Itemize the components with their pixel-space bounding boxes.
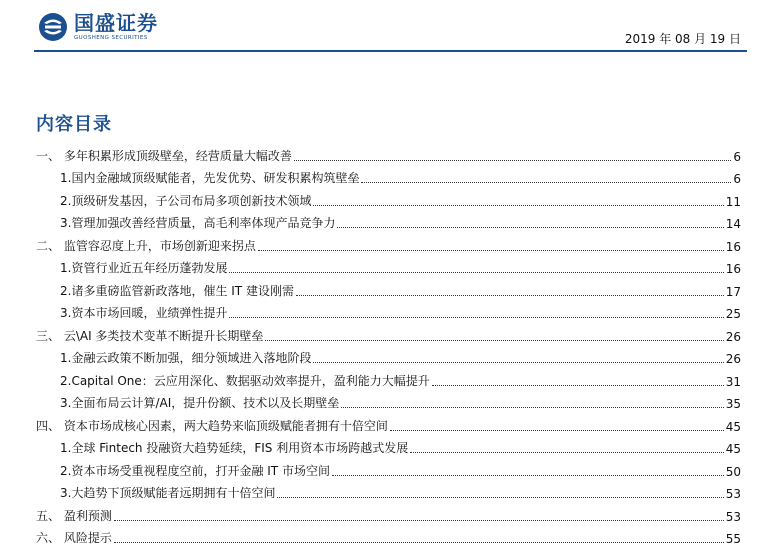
toc-section-entry[interactable] [36,413,741,436]
toc-entry-page-number: 53 [726,487,741,503]
toc-dot-leader [277,497,723,498]
toc-entry-label: 一、 多年积累形成顶级壁垒，经营质量大幅改善 [36,147,292,166]
toc-subsection-entry[interactable] [36,391,741,414]
toc-dot-leader [337,227,723,228]
toc-entry-page-number: 14 [726,217,741,233]
toc-entry-page-number: 55 [726,532,741,548]
toc-dot-leader [361,182,731,183]
logo-english-name: GUOSHENG SECURITIES [74,34,158,42]
toc-dot-leader [229,317,723,318]
toc-dot-leader [390,430,724,431]
toc-entry-page-number: 16 [726,262,741,278]
toc-subsection-entry[interactable] [36,256,741,279]
toc-entry-label: 三、 云\AI 多类技术变革不断提升长期壁垒 [36,327,263,346]
toc-entry-page-number: 17 [726,285,741,301]
toc-entry-label: 3.大趋势下顶级赋能者远期拥有十倍空间 [60,484,275,503]
toc-dot-leader [432,385,724,386]
table-of-contents [36,143,741,548]
toc-dot-leader [114,542,724,543]
toc-entry-page-number: 6 [733,172,741,188]
toc-section-entry[interactable] [36,323,741,346]
toc-entry-label: 2.顶级研发基因，子公司布局多项创新技术领域 [60,192,311,211]
toc-entry-label: 1.全球 Fintech 投融资大趋势延续，FIS 利用资本市场跨越式发展 [60,439,408,458]
toc-subsection-entry[interactable] [36,368,741,391]
toc-entry-label: 1.资管行业近五年经历蓬勃发展 [60,259,227,278]
toc-entry-label: 1.国内金融域顶级赋能者，先发优势、研发积累构筑壁垒 [60,169,359,188]
toc-dot-leader [313,205,723,206]
toc-entry-page-number: 26 [726,330,741,346]
toc-entry-page-number: 35 [726,397,741,413]
toc-subsection-entry[interactable] [36,188,741,211]
toc-subsection-entry[interactable] [36,458,741,481]
page-header [0,0,781,52]
toc-dot-leader [296,295,724,296]
toc-entry-label: 3.管理加强改善经营质量，高毛利率体现产品竞争力 [60,214,335,233]
toc-entry-page-number: 50 [726,465,741,481]
toc-entry-label: 2.诸多重磅监管新政落地，催生 IT 建设刚需 [60,282,294,301]
toc-entry-label: 1.金融云政策不断加强，细分领域进入落地阶段 [60,349,311,368]
toc-entry-page-number: 31 [726,375,741,391]
toc-title: 内容目录 [36,110,112,136]
toc-section-entry[interactable] [36,233,741,256]
toc-entry-label: 五、 盈利预测 [36,507,112,526]
toc-entry-label: 六、 风险提示 [36,529,112,548]
toc-dot-leader [313,362,723,363]
toc-subsection-entry[interactable] [36,166,741,189]
toc-entry-label: 3.全面布局云计算/AI，提升份额、技术以及长期壁垒 [60,394,339,413]
toc-subsection-entry[interactable] [36,346,741,369]
toc-entry-page-number: 6 [733,150,741,166]
toc-entry-label: 四、 资本市场成核心因素，两大趋势来临顶级赋能者拥有十倍空间 [36,417,388,436]
toc-section-entry[interactable] [36,526,741,548]
toc-dot-leader [410,452,724,453]
logo-emblem-icon [38,12,68,42]
toc-subsection-entry[interactable] [36,436,741,459]
toc-entry-page-number: 16 [726,240,741,256]
toc-entry-page-number: 53 [726,510,741,526]
toc-entry-label: 2.资本市场受重视程度空前，打开金融 IT 市场空间 [60,462,330,481]
toc-subsection-entry[interactable] [36,278,741,301]
toc-entry-page-number: 45 [726,442,741,458]
toc-entry-label: 3.资本市场回暖，业绩弹性提升 [60,304,227,323]
toc-dot-leader [341,407,723,408]
toc-entry-label: 二、 监管容忍度上升，市场创新迎来拐点 [36,237,256,256]
logo-chinese-name: 国盛证券 [74,12,158,34]
toc-dot-leader [229,272,723,273]
toc-dot-leader [294,160,732,161]
toc-entry-page-number: 26 [726,352,741,368]
toc-entry-page-number: 45 [726,420,741,436]
toc-entry-page-number: 25 [726,307,741,323]
toc-section-entry[interactable] [36,503,741,526]
report-date: 2019 年 08 月 19 日 [625,30,741,47]
toc-section-entry[interactable] [36,143,741,166]
toc-dot-leader [114,520,724,521]
toc-dot-leader [258,250,724,251]
toc-entry-page-number: 11 [726,195,741,211]
toc-dot-leader [265,340,723,341]
toc-entry-label: 2.Capital One：云应用深化、数据驱动效率提升，盈利能力大幅提升 [60,372,430,391]
toc-dot-leader [332,475,724,476]
toc-subsection-entry[interactable] [36,211,741,234]
header-divider [34,50,747,52]
toc-subsection-entry[interactable] [36,481,741,504]
company-logo [38,12,158,44]
toc-subsection-entry[interactable] [36,301,741,324]
